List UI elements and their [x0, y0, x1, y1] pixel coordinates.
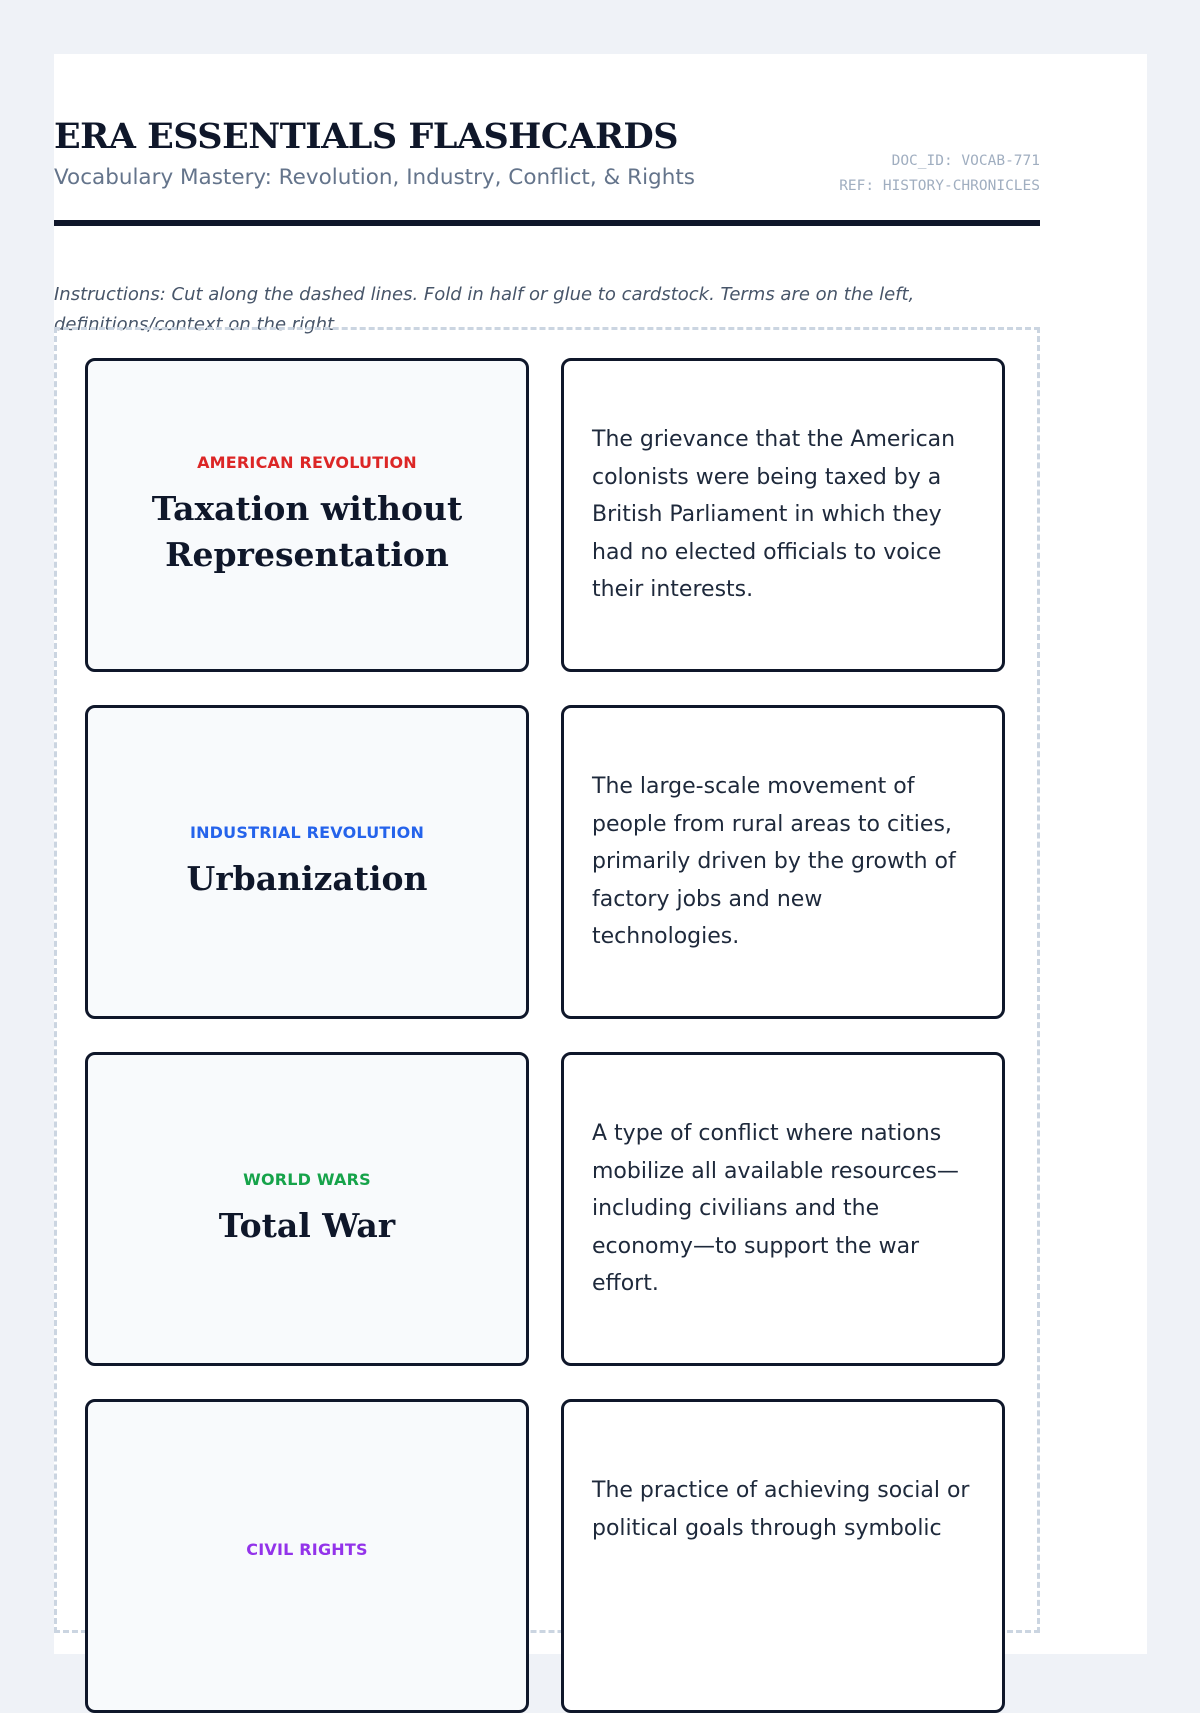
definition-text: The practice of achieving social or political goals through symbolic [592, 1478, 970, 1541]
definition-text: The large-scale movement of people from rural areas to cities, primarily driven by the growth of factory jobs and new technologies. [592, 774, 956, 950]
era-label: WORLD WARS [243, 1169, 371, 1189]
term-card [85, 1052, 529, 1366]
page-subtitle: Vocabulary Mastery: Revolution, Industry, Conflict, & Rights [54, 165, 695, 190]
era-label: CIVIL RIGHTS [246, 1539, 368, 1559]
era-label: INDUSTRIAL REVOLUTION [189, 822, 425, 842]
header [54, 58, 1040, 228]
era-label: AMERICAN REVOLUTION [197, 452, 417, 472]
header-divider [54, 220, 1040, 226]
term-card [85, 1399, 529, 1713]
term-card [85, 705, 529, 1019]
instructions: Instructions: Cut along the dashed lines. Fold in half or glue to cardstock. Terms are on the left, definitions/context on the right. [54, 284, 915, 335]
definition-card [561, 1052, 1005, 1366]
term-text: Taxation without Representation [151, 488, 463, 574]
doc-id: DOC_ID: VOCAB-771 [891, 153, 1040, 169]
doc-ref: REF: HISTORY-CHRONICLES [839, 178, 1040, 194]
definition-card [561, 705, 1005, 1019]
definition-text: A type of conflict where nations mobilize all available resources—including civilians and the economy—to support the war effort. [592, 1121, 959, 1297]
page-title: ERA ESSENTIALS FLASHCARDS [54, 116, 679, 157]
term-text: Urbanization [186, 858, 428, 898]
term-card [85, 358, 529, 672]
cut-area [54, 327, 1040, 1633]
definition-card [561, 358, 1005, 672]
term-text: Total War [218, 1205, 396, 1245]
definition-card [561, 1399, 1005, 1713]
document-meta [839, 149, 1040, 199]
definition-text: The grievance that the American colonists were being taxed by a British Parliament in which they had no elected officials to voice their interests. [592, 427, 956, 603]
